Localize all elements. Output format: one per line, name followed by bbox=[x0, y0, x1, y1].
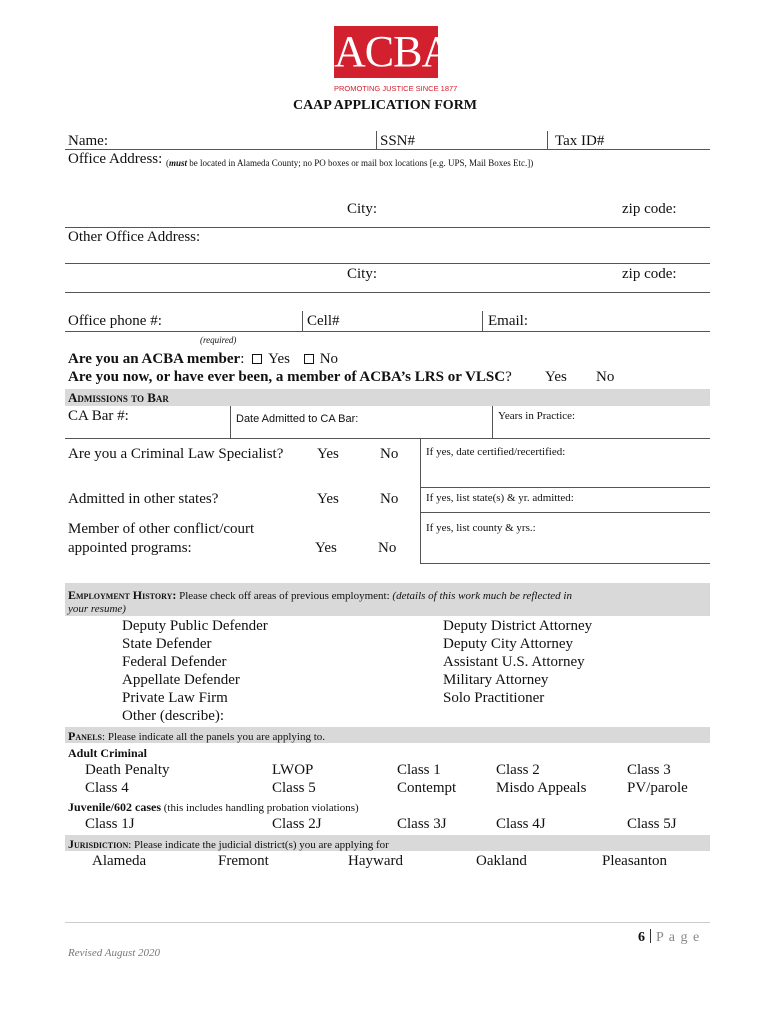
date-admitted-label: Date Admitted to CA Bar: bbox=[236, 413, 359, 425]
divider bbox=[230, 406, 231, 438]
juvenile-heading: Juvenile/602 cases (this includes handling probation violations) bbox=[68, 800, 359, 814]
office-address-label: Office Address: bbox=[68, 151, 163, 167]
employment-heading: Employment History: Please check off areas of previous employment: (details of this work much be reflected in bbox=[68, 588, 572, 602]
required-note: (required) bbox=[200, 335, 237, 345]
specialist-no[interactable]: No bbox=[380, 446, 399, 462]
panel-option[interactable]: PV/parole bbox=[627, 780, 688, 796]
detail-line bbox=[420, 487, 710, 488]
other-city-label: City: bbox=[347, 266, 378, 282]
admissions-line bbox=[65, 438, 710, 439]
other-states-question: Admitted in other states? bbox=[68, 491, 219, 507]
ssn-label: SSN# bbox=[380, 133, 416, 149]
other-city-line[interactable] bbox=[65, 292, 710, 293]
conflict-yes[interactable]: Yes bbox=[315, 540, 337, 556]
panels-heading: Panels: Please indicate all the panels you are applying to. bbox=[68, 729, 326, 743]
jurisdiction-option[interactable]: Alameda bbox=[92, 853, 147, 869]
office-zip-label: zip code: bbox=[622, 201, 677, 217]
admissions-heading: Admissions to Bar bbox=[68, 390, 169, 405]
other-zip-label: zip code: bbox=[622, 266, 677, 282]
detail-line bbox=[420, 563, 710, 564]
specialist-yes[interactable]: Yes bbox=[317, 446, 339, 462]
other-states-detail: If yes, list state(s) & yr. admitted: bbox=[426, 492, 574, 504]
office-address-note: (must be located in Alameda County; no PO boxes or mail box locations [e.g. UPS, Mail Boxes Etc.]) bbox=[166, 158, 534, 168]
jurisdiction-heading: Jurisdiction: Please indicate the judicial district(s) you are applying for bbox=[68, 837, 389, 851]
panel-option[interactable]: Class 4J bbox=[496, 816, 546, 832]
years-practice-label: Years in Practice: bbox=[498, 410, 576, 422]
employment-option[interactable]: Federal Defender bbox=[122, 654, 227, 670]
panel-option[interactable]: Class 2 bbox=[496, 762, 540, 778]
employment-option[interactable]: Military Attorney bbox=[443, 672, 549, 688]
other-states-no[interactable]: No bbox=[380, 491, 399, 507]
divider bbox=[547, 131, 548, 149]
other-office-line[interactable] bbox=[65, 263, 710, 264]
employment-option[interactable]: Solo Practitioner bbox=[443, 690, 545, 706]
panel-option[interactable]: Class 1J bbox=[85, 816, 135, 832]
adult-criminal-heading: Adult Criminal bbox=[68, 746, 148, 760]
ca-bar-label: CA Bar #: bbox=[68, 408, 129, 424]
jurisdiction-option[interactable]: Oakland bbox=[476, 853, 527, 869]
employment-option[interactable]: Deputy City Attorney bbox=[443, 636, 573, 652]
divider bbox=[376, 131, 377, 149]
panel-option[interactable]: Class 1 bbox=[397, 762, 441, 778]
logo-text: ACBA bbox=[334, 27, 453, 76]
lrs-no-option[interactable]: No bbox=[596, 369, 615, 385]
email-label: Email: bbox=[488, 313, 528, 329]
specialist-detail: If yes, date certified/recertified: bbox=[426, 446, 566, 458]
panel-option[interactable]: LWOP bbox=[272, 762, 314, 778]
employment-option[interactable]: Appellate Defender bbox=[122, 672, 240, 688]
employment-option[interactable]: Deputy Public Defender bbox=[122, 618, 268, 634]
name-label: Name: bbox=[68, 133, 108, 149]
panel-option[interactable]: Class 4 bbox=[85, 780, 129, 796]
cell-label: Cell# bbox=[307, 313, 340, 329]
name-field-line[interactable] bbox=[65, 149, 710, 150]
lrs-question: Are you now, or have ever been, a member of ACBA’s LRS or VLSC? bbox=[68, 369, 512, 385]
panel-option[interactable]: Class 2J bbox=[272, 816, 322, 832]
member-no-checkbox[interactable] bbox=[304, 354, 314, 364]
panel-option[interactable]: Death Penalty bbox=[85, 762, 170, 778]
panel-option[interactable]: Class 5J bbox=[627, 816, 677, 832]
conflict-question-line1: Member of other conflict/court bbox=[68, 521, 255, 537]
other-office-label: Other Office Address: bbox=[68, 229, 201, 245]
specialist-question: Are you a Criminal Law Specialist? bbox=[68, 446, 284, 462]
employment-option[interactable]: Assistant U.S. Attorney bbox=[443, 654, 585, 670]
employment-note: your resume) bbox=[68, 603, 126, 615]
form-title: CAAP APPLICATION FORM bbox=[292, 98, 478, 113]
divider bbox=[492, 406, 493, 438]
tax-id-label: Tax ID# bbox=[555, 133, 605, 149]
detail-column-divider bbox=[420, 438, 421, 563]
panel-option[interactable]: Misdo Appeals bbox=[496, 780, 587, 796]
panel-option[interactable]: Class 3J bbox=[397, 816, 447, 832]
employment-option[interactable]: Private Law Firm bbox=[122, 690, 228, 706]
page-number: 6 P a g e bbox=[638, 930, 701, 945]
divider bbox=[302, 311, 303, 331]
jurisdiction-option[interactable]: Fremont bbox=[218, 853, 269, 869]
footer-rule bbox=[65, 922, 710, 923]
office-address-line[interactable] bbox=[65, 227, 710, 228]
panel-option[interactable]: Contempt bbox=[397, 780, 457, 796]
office-city-label: City: bbox=[347, 201, 378, 217]
lrs-yes-option[interactable]: Yes bbox=[545, 369, 567, 385]
jurisdiction-option[interactable]: Pleasanton bbox=[602, 853, 667, 869]
conflict-no[interactable]: No bbox=[378, 540, 397, 556]
contact-line[interactable] bbox=[65, 331, 710, 332]
conflict-detail: If yes, list county & yrs.: bbox=[426, 522, 536, 534]
employment-option[interactable]: Deputy District Attorney bbox=[443, 618, 593, 634]
conflict-question-line2: appointed programs: bbox=[68, 540, 192, 556]
office-phone-label: Office phone #: bbox=[68, 313, 162, 329]
revised-date: Revised August 2020 bbox=[68, 947, 161, 959]
jurisdiction-option[interactable]: Hayward bbox=[348, 853, 403, 869]
panel-option[interactable]: Class 3 bbox=[627, 762, 671, 778]
other-states-yes[interactable]: Yes bbox=[317, 491, 339, 507]
employment-option[interactable]: State Defender bbox=[122, 636, 212, 652]
acba-logo bbox=[334, 26, 453, 78]
member-yes-checkbox[interactable] bbox=[252, 354, 262, 364]
divider bbox=[482, 311, 483, 331]
employment-option[interactable]: Other (describe): bbox=[122, 708, 225, 724]
logo-tagline: PROMOTING JUSTICE SINCE 1877 bbox=[334, 84, 458, 93]
panel-option[interactable]: Class 5 bbox=[272, 780, 316, 796]
detail-line bbox=[420, 512, 710, 513]
acba-member-question: Are you an ACBA member: Yes No bbox=[68, 351, 339, 367]
